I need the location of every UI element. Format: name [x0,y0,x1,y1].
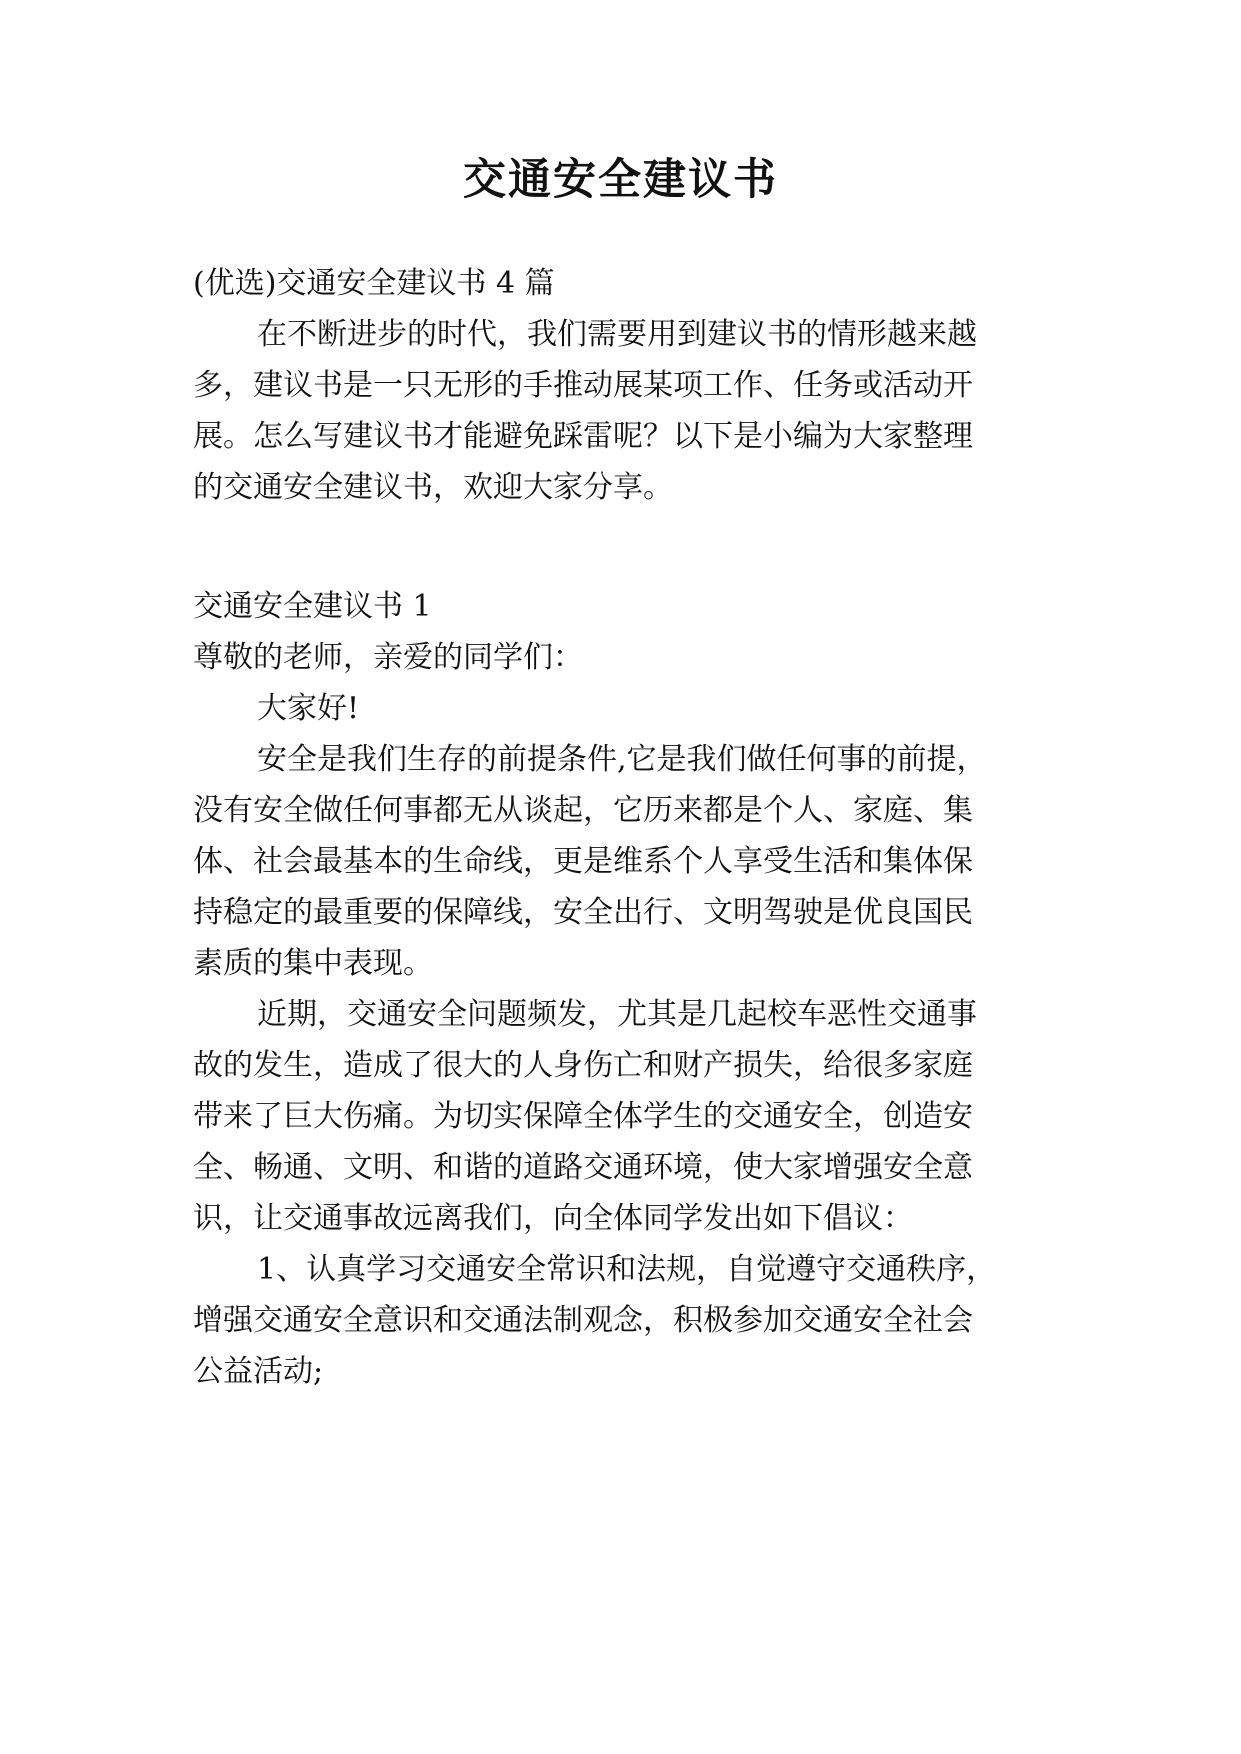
body-line: 故的发生，造成了很大的人身伤亡和财产损失，给很多家庭 [193,1048,973,1083]
document-title: 交通安全建议书 [463,155,778,205]
salutation: 尊敬的老师，亲爱的同学们： [193,640,583,675]
section-heading: 交通安全建议书 1 [193,589,432,624]
body-line: 识，让交通事故远离我们，向全体同学发出如下倡议： [193,1201,913,1236]
body-line: 素质的集中表现。 [193,946,433,981]
body-line: 增强交通安全意识和交通法制观念，积极参加交通安全社会 [193,1303,973,1338]
body-line: 公益活动; [193,1354,324,1389]
intro-line-1: 在不断进步的时代，我们需要用到建议书的情形越来越 [257,317,977,352]
proposal-item-1: 1、认真学习交通安全常识和法规，自觉遵守交通秩序， [257,1252,997,1287]
greeting: 大家好! [257,691,360,726]
subtitle-line: (优选)交通安全建议书 4 篇 [193,266,555,301]
intro-line-3: 展。怎么写建议书才能避免踩雷呢？以下是小编为大家整理 [193,419,973,454]
intro-line-4: 的交通安全建议书，欢迎大家分享。 [193,470,673,505]
body-line: 全、畅通、文明、和谐的道路交通环境，使大家增强安全意 [193,1150,973,1185]
intro-line-2: 多，建议书是一只无形的手推动展某项工作、任务或活动开 [193,368,973,403]
body-line: 带来了巨大伤痛。为切实保障全体学生的交通安全，创造安 [193,1099,973,1134]
body-line: 近期，交通安全问题频发，尤其是几起校车恶性交通事 [257,997,977,1032]
body-line: 持稳定的最重要的保障线，安全出行、文明驾驶是优良国民 [193,895,973,930]
body-line: 体、社会最基本的生命线，更是维系个人享受生活和集体保 [193,844,973,879]
body-line: 安全是我们生存的前提条件,它是我们做任何事的前提， [257,742,987,777]
body-line: 没有安全做任何事都无从谈起，它历来都是个人、家庭、集 [193,793,973,828]
